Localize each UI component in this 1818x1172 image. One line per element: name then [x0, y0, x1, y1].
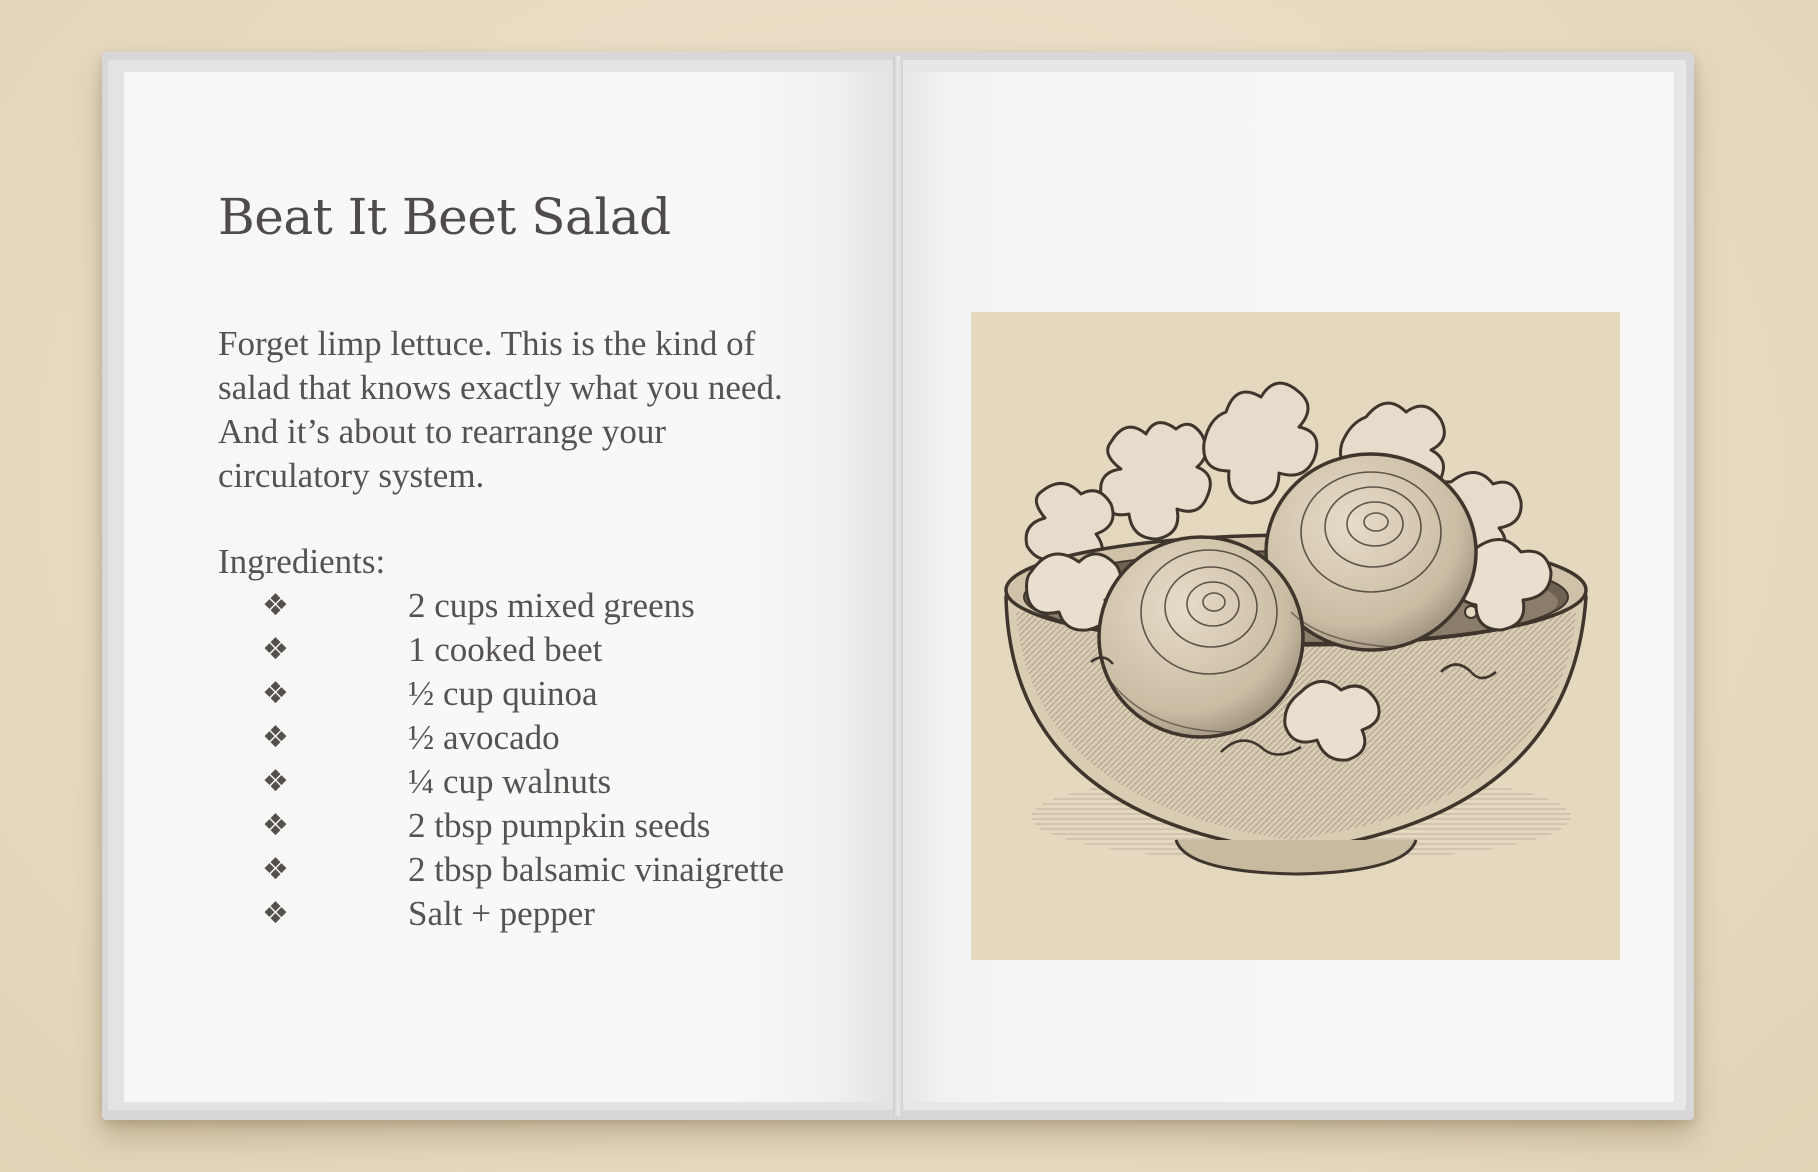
description-line: Forget limp lettuce. This is the kind of	[218, 324, 756, 363]
ingredient-item	[262, 892, 784, 936]
ingredient-text: 1 cooked beet	[408, 630, 603, 669]
description-line: circulatory system.	[218, 456, 485, 495]
diamond-bullet-icon: ❖	[262, 852, 289, 887]
diamond-bullet-icon: ❖	[262, 808, 289, 843]
ingredient-item	[262, 760, 784, 804]
ingredient-text: Salt + pepper	[408, 894, 595, 933]
ingredient-text: 2 tbsp balsamic vinaigrette	[408, 850, 785, 889]
salad-bowl-illustration	[971, 312, 1620, 960]
description-line: And it’s about to rearrange your	[218, 412, 667, 451]
ingredient-item	[262, 584, 784, 628]
ingredient-text: 2 cups mixed greens	[408, 586, 695, 625]
recipe-title: Beat It Beet Salad	[218, 188, 671, 246]
ingredient-text: ¼ cup walnuts	[408, 762, 612, 801]
ingredient-item	[262, 848, 784, 892]
ingredient-item	[262, 672, 784, 716]
ingredients-heading: Ingredients:	[218, 542, 386, 581]
diamond-bullet-icon: ❖	[262, 676, 289, 711]
ingredient-item	[262, 628, 784, 672]
recipe-description	[218, 322, 798, 498]
ingredient-text: ½ cup quinoa	[408, 674, 598, 713]
ingredient-item	[262, 804, 784, 848]
book-spine-gutter	[893, 56, 903, 1116]
ingredient-item	[262, 716, 784, 760]
diamond-bullet-icon: ❖	[262, 896, 289, 931]
salad-bowl-drawing	[971, 312, 1620, 960]
diamond-bullet-icon: ❖	[262, 588, 289, 623]
diamond-bullet-icon: ❖	[262, 764, 289, 799]
ingredient-text: 2 tbsp pumpkin seeds	[408, 806, 711, 845]
description-line: salad that knows exactly what you need.	[218, 368, 783, 407]
ingredients-list	[262, 584, 784, 936]
ingredient-text: ½ avocado	[408, 718, 560, 757]
diamond-bullet-icon: ❖	[262, 632, 289, 667]
diamond-bullet-icon: ❖	[262, 720, 289, 755]
